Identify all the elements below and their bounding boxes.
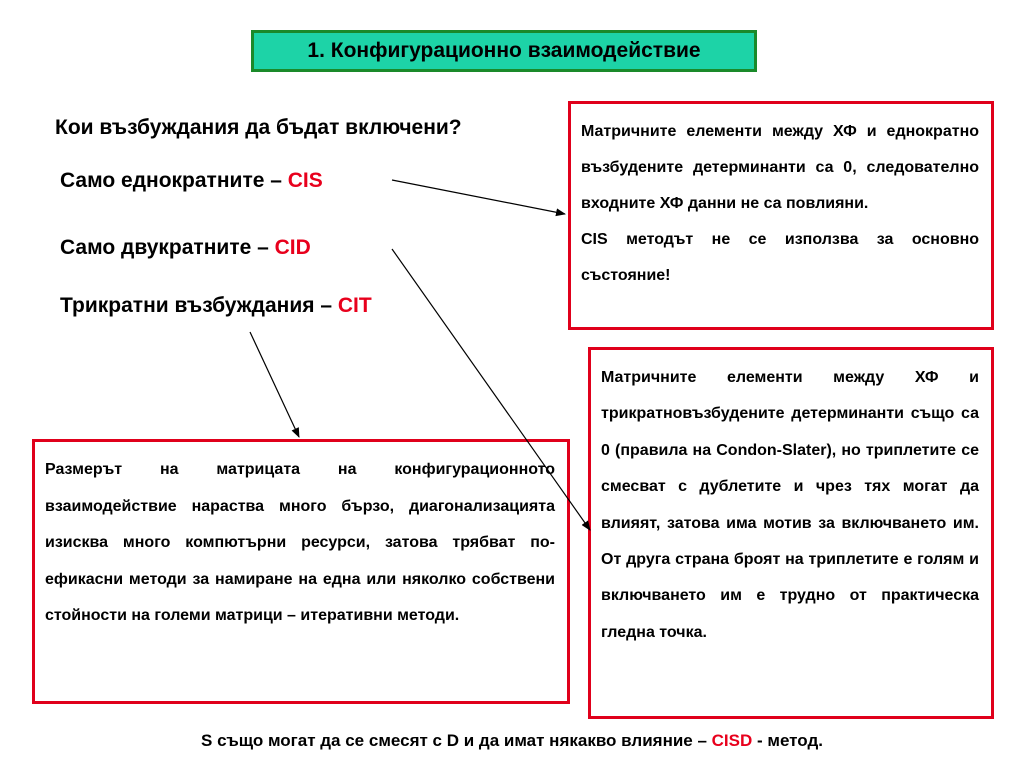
arrow-cid <box>392 249 590 530</box>
item-cid-label: Само двукратните – <box>60 236 275 259</box>
arrow-cit <box>250 332 299 437</box>
slide-title: 1. Конфигурационно взаимодействие <box>251 30 757 72</box>
item-cis-method: CIS <box>287 169 323 192</box>
footer-note <box>0 731 1024 751</box>
cis-explanation-p1: Матричните елементи между ХФ и еднократно възбудените детерминанти са 0, следователно входните ХФ данни не са повлияни. <box>581 123 979 212</box>
arrow-cis <box>392 180 565 214</box>
footer-method: CISD <box>711 731 753 750</box>
footer-after: - метод. <box>752 731 823 750</box>
item-cis-label: Само еднократните – <box>60 169 288 192</box>
question-text: Кои възбуждания да бъдат включени? <box>55 116 462 139</box>
item-cit-label: Трикратни възбуждания – <box>60 294 338 317</box>
footer-before: S също могат да се смесят с D и да имат някакво влияние – <box>201 731 712 750</box>
cit-explanation-text: Размерът на матрицата на конфигурационното взаимодействие нараства много бързо, диагонализацията изисква много компютърни ресурси, затова трябват по-ефикасни методи за намиране на една или няколко собствени стойности на големи матрици – итеративни методи. <box>45 461 555 624</box>
item-cit-method: CIT <box>337 294 372 317</box>
cid-explanation-text: Матричните елементи между ХФ и трикратновъзбудените детерминанти също са 0 (правила на Condon-Slater), но триплетите се смесват с дублетите и чрез тях могат да влияят, затова има мотив за включването им. От друга страна броят на триплетите е голям и включването им е трудно от практическа гледна точка. <box>601 369 979 641</box>
item-cid-method: CID <box>274 236 311 259</box>
cis-explanation-p2: CIS методът не се използва за основно състояние! <box>581 231 979 284</box>
